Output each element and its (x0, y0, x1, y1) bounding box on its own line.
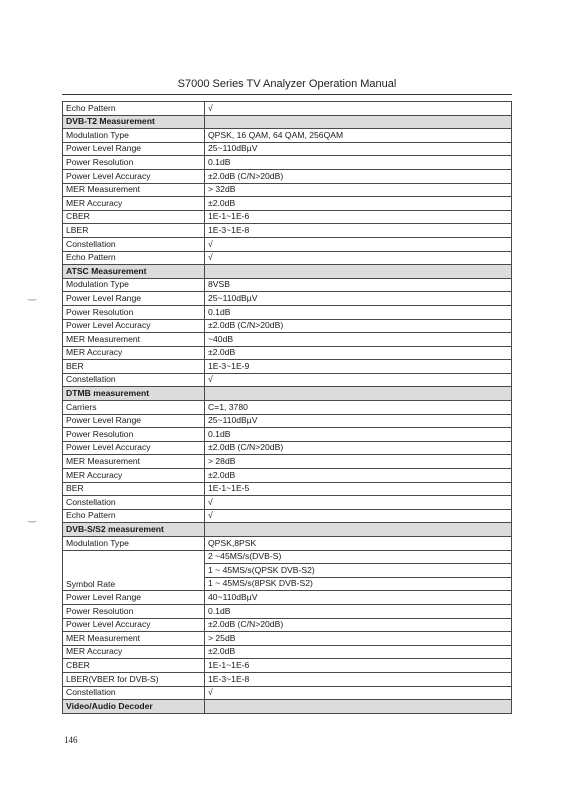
table-row (63, 251, 512, 265)
spec-value: √ (205, 686, 512, 700)
spec-label: MER Measurement (63, 333, 205, 347)
spec-label: Power Level Accuracy (63, 319, 205, 333)
spec-label: Echo Pattern (63, 251, 205, 265)
table-row (63, 469, 512, 483)
spec-value: √ (205, 373, 512, 387)
spec-table (62, 101, 512, 714)
spec-label: Constellation (63, 237, 205, 251)
table-row (63, 305, 512, 319)
spec-value: 1E-3~1E-8 (205, 224, 512, 238)
spec-value: √ (205, 237, 512, 251)
section-title: DVB-T2 Measurement (63, 115, 205, 129)
spec-value: QPSK,8PSK (205, 537, 512, 551)
section-fill (205, 700, 512, 714)
section-header-row (63, 387, 512, 401)
spec-value: ~40dB (205, 333, 512, 347)
spec-value: 1E-3~1E-9 (205, 360, 512, 374)
table-row (63, 102, 512, 116)
spec-label: Symbol Rate (63, 550, 205, 591)
spec-value: 25~110dBµV (205, 414, 512, 428)
section-header-row (63, 115, 512, 129)
section-fill (205, 115, 512, 129)
spec-label: MER Accuracy (63, 346, 205, 360)
section-header-row (63, 265, 512, 279)
spec-value: 25~110dBµV (205, 142, 512, 156)
table-row (63, 550, 512, 564)
spec-value: 2 ~45MS/s(DVB-S) (205, 550, 512, 564)
spec-label: Power Level Range (63, 591, 205, 605)
spec-label: Power Level Range (63, 142, 205, 156)
table-row (63, 346, 512, 360)
section-fill (205, 523, 512, 537)
section-title: Video/Audio Decoder (63, 700, 205, 714)
spec-label: Modulation Type (63, 278, 205, 292)
table-row (63, 604, 512, 618)
spec-value: 0.1dB (205, 156, 512, 170)
spec-value: 8VSB (205, 278, 512, 292)
spec-value: C=1, 3780 (205, 401, 512, 415)
spec-label: BER (63, 482, 205, 496)
table-row (63, 360, 512, 374)
spec-label: Power Resolution (63, 604, 205, 618)
spec-value: ±2.0dB (205, 469, 512, 483)
table-row (63, 156, 512, 170)
spec-value: 0.1dB (205, 428, 512, 442)
page-header-title: S7000 Series TV Analyzer Operation Manual (177, 78, 397, 90)
spec-value: 1 ~ 45MS/s(QPSK DVB-S2) (205, 564, 512, 578)
table-row (63, 183, 512, 197)
spec-label: Power Level Range (63, 292, 205, 306)
page-number: 146 (64, 735, 78, 745)
section-title: ATSC Measurement (63, 265, 205, 279)
section-title: DVB-S/S2 measurement (63, 523, 205, 537)
spec-label: CBER (63, 210, 205, 224)
spec-value: 1E-1~1E-6 (205, 659, 512, 673)
spec-label: MER Accuracy (63, 197, 205, 211)
table-row (63, 373, 512, 387)
spec-label: Power Level Accuracy (63, 618, 205, 632)
table-row (63, 292, 512, 306)
spec-value: ±2.0dB (205, 197, 512, 211)
scan-mark: ‿ (28, 290, 37, 301)
spec-label: LBER(VBER for DVB-S) (63, 672, 205, 686)
spec-label: Power Resolution (63, 428, 205, 442)
table-row (63, 537, 512, 551)
table-row (63, 129, 512, 143)
spec-table-body (63, 102, 512, 714)
spec-label: MER Accuracy (63, 469, 205, 483)
spec-value: QPSK, 16 QAM, 64 QAM, 256QAM (205, 129, 512, 143)
spec-label: MER Measurement (63, 455, 205, 469)
spec-label: LBER (63, 224, 205, 238)
table-row (63, 197, 512, 211)
table-row (63, 278, 512, 292)
spec-value: √ (205, 251, 512, 265)
table-row (63, 210, 512, 224)
table-row (63, 686, 512, 700)
section-fill (205, 387, 512, 401)
section-header-row (63, 700, 512, 714)
section-title: DTMB measurement (63, 387, 205, 401)
table-row (63, 482, 512, 496)
table-row (63, 496, 512, 510)
table-row (63, 509, 512, 523)
spec-value: 0.1dB (205, 305, 512, 319)
spec-label: Carriers (63, 401, 205, 415)
spec-value: 25~110dBµV (205, 292, 512, 306)
table-row (63, 333, 512, 347)
table-row (63, 319, 512, 333)
table-row (63, 672, 512, 686)
table-row (63, 401, 512, 415)
table-row (63, 414, 512, 428)
spec-label: Modulation Type (63, 129, 205, 143)
spec-value: 40~110dBµV (205, 591, 512, 605)
spec-value: 1E-1~1E-6 (205, 210, 512, 224)
table-row (63, 632, 512, 646)
table-row (63, 441, 512, 455)
table-row (63, 428, 512, 442)
spec-value: 1 ~ 45MS/s(8PSK DVB-S2) (205, 577, 512, 591)
spec-value: > 28dB (205, 455, 512, 469)
spec-value: > 25dB (205, 632, 512, 646)
spec-label: Modulation Type (63, 537, 205, 551)
table-row (63, 645, 512, 659)
spec-label: Power Level Range (63, 414, 205, 428)
spec-label: Constellation (63, 686, 205, 700)
table-row (63, 142, 512, 156)
spec-value: √ (205, 102, 512, 116)
table-row (63, 169, 512, 183)
spec-label: MER Measurement (63, 632, 205, 646)
spec-value: 1E-1~1E-5 (205, 482, 512, 496)
spec-label: BER (63, 360, 205, 374)
spec-value: ±2.0dB (205, 346, 512, 360)
scan-mark: ‿ (28, 512, 37, 523)
spec-label: Constellation (63, 373, 205, 387)
spec-value: ±2.0dB (C/N>20dB) (205, 441, 512, 455)
spec-value: √ (205, 496, 512, 510)
table-row (63, 237, 512, 251)
table-row (63, 224, 512, 238)
header-rule (62, 94, 512, 95)
table-row (63, 591, 512, 605)
spec-label: MER Accuracy (63, 645, 205, 659)
spec-value: 0.1dB (205, 604, 512, 618)
spec-label: Power Level Accuracy (63, 441, 205, 455)
section-fill (205, 265, 512, 279)
spec-label: Power Resolution (63, 305, 205, 319)
spec-label: Constellation (63, 496, 205, 510)
table-row (63, 618, 512, 632)
table-row (63, 455, 512, 469)
spec-label: CBER (63, 659, 205, 673)
spec-label: Power Resolution (63, 156, 205, 170)
spec-value: 1E-3~1E-8 (205, 672, 512, 686)
spec-value: > 32dB (205, 183, 512, 197)
spec-label: Echo Pattern (63, 509, 205, 523)
spec-label: MER Measurement (63, 183, 205, 197)
spec-value: ±2.0dB (C/N>20dB) (205, 169, 512, 183)
spec-value: ±2.0dB (C/N>20dB) (205, 618, 512, 632)
spec-label: Power Level Accuracy (63, 169, 205, 183)
spec-value: √ (205, 509, 512, 523)
section-header-row (63, 523, 512, 537)
spec-value: ±2.0dB (C/N>20dB) (205, 319, 512, 333)
spec-value: ±2.0dB (205, 645, 512, 659)
spec-label: Echo Pattern (63, 102, 205, 116)
table-row (63, 659, 512, 673)
